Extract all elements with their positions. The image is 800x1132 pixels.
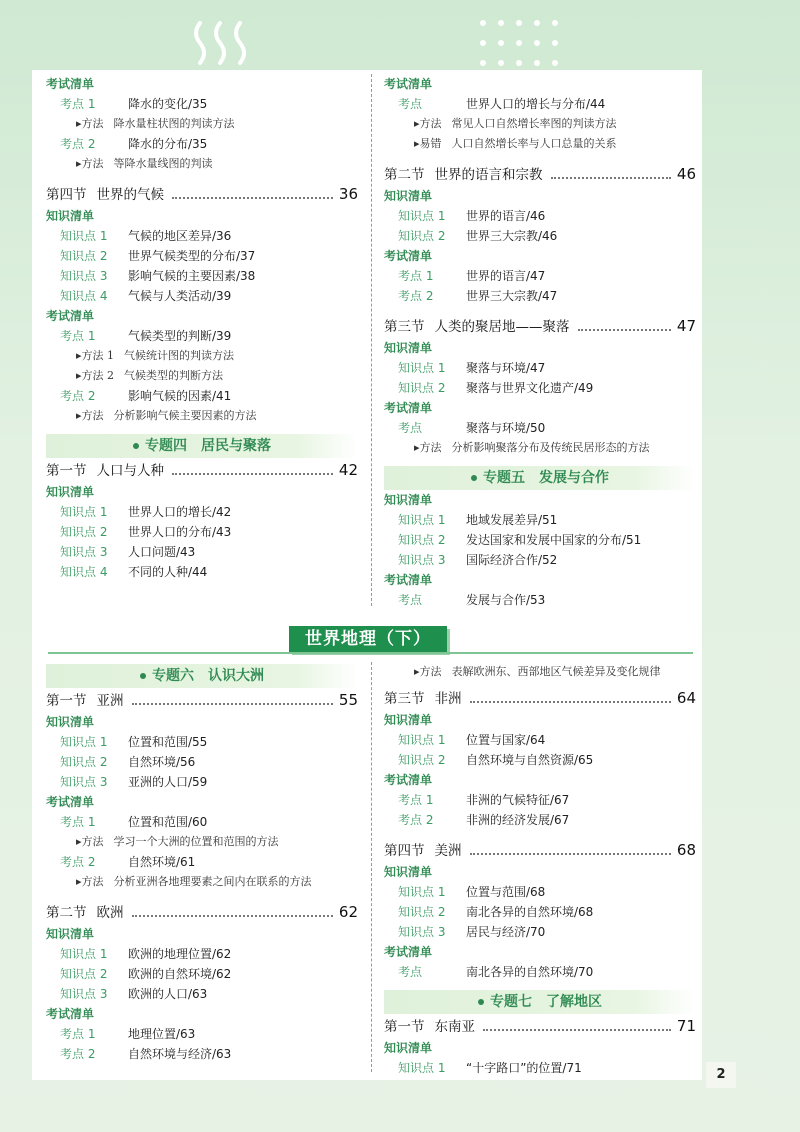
section-entry[interactable] — [46, 458, 358, 482]
section-number: 第一节 — [46, 463, 87, 479]
item-text: 世界人口的增长/42 — [128, 505, 232, 519]
category-label: 考试清单 — [46, 77, 95, 91]
item-key: 考点 2 — [60, 1047, 96, 1061]
spacer — [384, 982, 696, 990]
section-number: 第四节 — [384, 843, 425, 859]
section-entry[interactable] — [384, 314, 696, 338]
toc-item[interactable] — [384, 378, 696, 398]
section-entry[interactable] — [384, 162, 696, 186]
section-number: 第一节 — [46, 693, 87, 709]
section-entry[interactable] — [384, 686, 696, 710]
category-label: 知识清单 — [384, 189, 433, 203]
spacer — [384, 830, 696, 838]
section-title: 东南亚 — [434, 1019, 475, 1035]
topic-title: 专题六 认识大洲 — [152, 668, 264, 684]
method-marker: ▸方法 — [76, 157, 104, 170]
section-page-number: 64 — [676, 689, 696, 707]
part-title-rule — [48, 652, 693, 654]
section-title: 世界的气候 — [96, 187, 164, 203]
category-label: 知识清单 — [384, 1041, 433, 1055]
method-note — [384, 114, 696, 134]
item-key: 知识点 1 — [398, 885, 446, 899]
topic-band — [384, 466, 696, 490]
section-title: 欧洲 — [96, 905, 124, 921]
toc-item[interactable] — [46, 812, 358, 832]
item-text: 非洲的气候特征/67 — [466, 793, 570, 807]
method-text: 学习一个大洲的位置和范围的方法 — [113, 835, 279, 848]
toc-item[interactable] — [46, 964, 358, 984]
dot-grid-decoration-icon — [478, 18, 558, 68]
item-text: 世界三大宗教/46 — [466, 229, 558, 243]
leader-dots — [551, 177, 671, 179]
toc-item[interactable] — [46, 852, 358, 872]
method-note — [46, 154, 358, 174]
item-text: 降水的分布/35 — [128, 137, 208, 151]
method-marker: ▸方法 — [414, 665, 442, 678]
method-text: 分析影响气候主要因素的方法 — [113, 409, 257, 422]
item-text: 影响气候的主要因素/38 — [128, 269, 256, 283]
toc-item[interactable] — [46, 772, 358, 792]
item-key: 考点 1 — [398, 793, 434, 807]
section-page-number: 42 — [338, 461, 358, 479]
leader-dots — [578, 329, 671, 331]
method-marker: ▸易错 — [414, 137, 442, 150]
method-marker: ▸方法 2 — [76, 369, 115, 382]
toc-item[interactable] — [384, 590, 696, 610]
item-text: 国际经济合作/52 — [466, 553, 558, 567]
method-text: 分析影响聚落分布及传统民居形态的方法 — [451, 441, 650, 454]
section-page-number: 36 — [338, 185, 358, 203]
toc-item[interactable] — [384, 810, 696, 830]
category-label: 考试清单 — [384, 249, 433, 263]
method-note — [384, 438, 696, 458]
method-note — [46, 346, 358, 366]
item-key: 考点 — [398, 593, 423, 607]
item-text: 居民与经济/70 — [466, 925, 546, 939]
method-text: 常见人口自然增长率图的判读方法 — [451, 117, 617, 130]
wave-decoration-icon — [190, 18, 260, 68]
item-key: 知识点 3 — [398, 925, 446, 939]
item-text: 世界三大宗教/47 — [466, 289, 558, 303]
topic-title: 专题四 居民与聚落 — [145, 438, 271, 454]
column-divider-lower — [371, 662, 372, 1072]
category-label: 知识清单 — [384, 865, 433, 879]
section-page-number: 47 — [676, 317, 696, 335]
leader-dots — [132, 703, 333, 705]
item-text: 位置和范围/55 — [128, 735, 208, 749]
item-text: 发达国家和发展中国家的分布/51 — [466, 533, 642, 547]
method-marker: ▸方法 — [76, 409, 104, 422]
method-text: 人口自然增长率与人口总量的关系 — [451, 137, 617, 150]
category-label: 考试清单 — [384, 77, 433, 91]
category-label: 知识清单 — [46, 927, 95, 941]
item-key: 考点 2 — [60, 389, 96, 403]
spacer — [384, 154, 696, 162]
toc-item[interactable] — [384, 94, 696, 114]
toc-item[interactable] — [384, 750, 696, 770]
method-text: 气候统计图的判读方法 — [124, 349, 235, 362]
item-text: 气候与人类活动/39 — [128, 289, 232, 303]
item-text: 发展与合作/53 — [466, 593, 546, 607]
category-label: 考试清单 — [46, 1007, 95, 1021]
toc-item[interactable] — [46, 94, 358, 114]
toc-item[interactable] — [46, 134, 358, 154]
method-note — [384, 134, 696, 154]
section-page-number: 55 — [338, 691, 358, 709]
item-key: 知识点 2 — [60, 249, 108, 263]
item-key: 知识点 1 — [60, 505, 108, 519]
bullet-icon — [133, 443, 139, 449]
toc-item[interactable] — [384, 962, 696, 982]
spacer — [46, 426, 358, 434]
toc-item[interactable] — [46, 1024, 358, 1044]
section-entry[interactable] — [46, 900, 358, 924]
method-marker: ▸方法 — [414, 441, 442, 454]
topic-band — [384, 990, 696, 1014]
category-label: 考试清单 — [384, 945, 433, 959]
item-text: 自然环境/61 — [128, 855, 196, 869]
item-text: 非洲的经济发展/67 — [466, 813, 570, 827]
column-divider-upper — [371, 74, 372, 606]
method-text: 表解欧洲东、西部地区气候差异及变化规律 — [451, 665, 661, 678]
item-text: 亚洲的人口/59 — [128, 775, 208, 789]
item-text: 世界的语言/47 — [466, 269, 546, 283]
item-text: 位置与范围/68 — [466, 885, 546, 899]
item-key: 知识点 4 — [60, 289, 108, 303]
item-key: 知识点 1 — [398, 733, 446, 747]
section-title: 亚洲 — [96, 693, 124, 709]
toc-item[interactable] — [46, 326, 358, 346]
item-text: 影响气候的因素/41 — [128, 389, 232, 403]
item-text: 位置与国家/64 — [466, 733, 546, 747]
item-key: 考点 1 — [60, 329, 96, 343]
section-page-number: 62 — [338, 903, 358, 921]
method-text: 气候类型的判断方法 — [124, 369, 224, 382]
part-title: 世界地理（下） — [289, 626, 447, 652]
toc-item[interactable] — [384, 882, 696, 902]
item-text: 聚落与世界文化遗产/49 — [466, 381, 594, 395]
item-text: 世界的语言/46 — [466, 209, 546, 223]
section-number: 第三节 — [384, 691, 425, 707]
item-key: 知识点 1 — [60, 229, 108, 243]
category-label: 知识清单 — [46, 715, 95, 729]
category-label: 考试清单 — [384, 573, 433, 587]
leader-dots — [470, 701, 671, 703]
item-text: 欧洲的地理位置/62 — [128, 947, 232, 961]
method-marker: ▸方法 — [76, 117, 104, 130]
toc-item[interactable] — [46, 502, 358, 522]
page-number: 2 — [706, 1062, 736, 1088]
item-key: 知识点 1 — [398, 513, 446, 527]
section-number: 第二节 — [384, 167, 425, 183]
item-key: 考点 — [398, 97, 423, 111]
item-key: 知识点 1 — [398, 361, 446, 375]
method-marker: ▸方法 — [414, 117, 442, 130]
method-note — [46, 406, 358, 426]
category-label: 知识清单 — [46, 485, 95, 499]
toc-item[interactable] — [46, 266, 358, 286]
spacer — [384, 306, 696, 314]
bullet-icon — [471, 475, 477, 481]
item-text: 南北各异的自然环境/68 — [466, 905, 594, 919]
toc-item[interactable] — [384, 286, 696, 306]
item-key: 考点 — [398, 965, 423, 979]
method-marker: ▸方法 — [76, 835, 104, 848]
toc-column-upper-left — [46, 74, 358, 582]
section-title: 非洲 — [434, 691, 462, 707]
item-text: 自然环境与经济/63 — [128, 1047, 232, 1061]
item-key: 知识点 3 — [60, 545, 108, 559]
toc-item[interactable] — [46, 1044, 358, 1064]
toc-item[interactable] — [46, 226, 358, 246]
item-key: 知识点 1 — [60, 735, 108, 749]
section-page-number: 46 — [676, 165, 696, 183]
toc-item[interactable] — [384, 530, 696, 550]
toc-item[interactable] — [46, 562, 358, 582]
item-key: 考点 2 — [60, 137, 96, 151]
section-title: 世界的语言和宗教 — [434, 167, 543, 183]
item-text: 南北各异的自然环境/70 — [466, 965, 594, 979]
section-number: 第四节 — [46, 187, 87, 203]
toc-item[interactable] — [46, 246, 358, 266]
toc-item[interactable] — [384, 418, 696, 438]
item-text: 自然环境与自然资源/65 — [466, 753, 594, 767]
item-text: “十字路口”的位置/71 — [466, 1061, 582, 1075]
item-text: 聚落与环境/50 — [466, 421, 546, 435]
method-text: 等降水量线图的判读 — [113, 157, 213, 170]
section-number: 第三节 — [384, 319, 425, 335]
leader-dots — [172, 197, 333, 199]
method-note — [46, 832, 358, 852]
item-text: 聚落与环境/47 — [466, 361, 546, 375]
method-marker: ▸方法 1 — [76, 349, 115, 362]
item-key: 知识点 2 — [398, 533, 446, 547]
section-entry[interactable] — [384, 838, 696, 862]
item-key: 考点 1 — [60, 815, 96, 829]
item-text: 地域发展差异/51 — [466, 513, 558, 527]
topic-title: 专题五 发展与合作 — [483, 470, 609, 486]
item-key: 知识点 3 — [398, 553, 446, 567]
item-text: 世界人口的分布/43 — [128, 525, 232, 539]
section-entry[interactable] — [46, 688, 358, 712]
section-page-number: 68 — [676, 841, 696, 859]
section-number: 第一节 — [384, 1019, 425, 1035]
bullet-icon — [140, 673, 146, 679]
section-title: 人类的聚居地——聚落 — [434, 319, 570, 335]
spacer — [46, 892, 358, 900]
toc-item[interactable] — [384, 206, 696, 226]
section-title: 人口与人种 — [96, 463, 164, 479]
item-text: 欧洲的人口/63 — [128, 987, 208, 1001]
leader-dots — [172, 473, 333, 475]
item-text: 欧洲的自然环境/62 — [128, 967, 232, 981]
item-key: 考点 1 — [398, 269, 434, 283]
toc-item[interactable] — [46, 522, 358, 542]
item-key: 知识点 2 — [60, 525, 108, 539]
item-key: 知识点 1 — [60, 947, 108, 961]
toc-item[interactable] — [384, 226, 696, 246]
item-key: 知识点 4 — [60, 565, 108, 579]
section-entry[interactable] — [384, 1014, 696, 1038]
item-key: 知识点 3 — [60, 987, 108, 1001]
item-key: 考点 2 — [398, 813, 434, 827]
item-text: 地理位置/63 — [128, 1027, 196, 1041]
toc-item[interactable] — [384, 510, 696, 530]
toc-item[interactable] — [46, 286, 358, 306]
toc-column-upper-right — [384, 74, 696, 610]
item-key: 知识点 1 — [398, 209, 446, 223]
bullet-icon — [478, 999, 484, 1005]
item-text: 自然环境/56 — [128, 755, 196, 769]
leader-dots — [470, 853, 671, 855]
method-text: 分析亚洲各地理要素之间内在联系的方法 — [113, 875, 312, 888]
category-label: 知识清单 — [384, 493, 433, 507]
topic-band — [46, 664, 358, 688]
category-label: 考试清单 — [384, 401, 433, 415]
item-key: 知识点 2 — [398, 229, 446, 243]
item-key: 知识点 2 — [60, 967, 108, 981]
spacer — [46, 174, 358, 182]
method-note — [384, 662, 696, 682]
section-number: 第二节 — [46, 905, 87, 921]
toc-item[interactable] — [46, 386, 358, 406]
item-key: 考点 — [398, 421, 423, 435]
item-key: 知识点 2 — [398, 381, 446, 395]
category-label: 考试清单 — [46, 795, 95, 809]
toc-item[interactable] — [46, 752, 358, 772]
topic-band — [46, 434, 358, 458]
category-label: 考试清单 — [46, 309, 95, 323]
item-key: 知识点 2 — [60, 755, 108, 769]
toc-item[interactable] — [46, 542, 358, 562]
section-entry[interactable] — [46, 182, 358, 206]
toc-item[interactable] — [384, 1058, 696, 1078]
item-text: 世界人口的增长与分布/44 — [466, 97, 606, 111]
item-text: 世界气候类型的分布/37 — [128, 249, 256, 263]
item-text: 气候的地区差异/36 — [128, 229, 232, 243]
item-key: 知识点 2 — [398, 753, 446, 767]
toc-column-lower-right — [384, 662, 696, 1078]
category-label: 知识清单 — [384, 341, 433, 355]
toc-item[interactable] — [384, 902, 696, 922]
method-marker: ▸方法 — [76, 875, 104, 888]
category-label: 知识清单 — [46, 209, 95, 223]
leader-dots — [483, 1029, 671, 1031]
leader-dots — [132, 915, 333, 917]
item-text: 降水的变化/35 — [128, 97, 208, 111]
section-page-number: 71 — [676, 1017, 696, 1035]
method-note — [46, 366, 358, 386]
item-text: 人口问题/43 — [128, 545, 196, 559]
toc-item[interactable] — [384, 790, 696, 810]
toc-item[interactable] — [384, 730, 696, 750]
topic-title: 专题七 了解地区 — [490, 994, 602, 1010]
section-title: 美洲 — [434, 843, 462, 859]
item-key: 考点 1 — [60, 1027, 96, 1041]
toc-item[interactable] — [384, 266, 696, 286]
item-text: 气候类型的判断/39 — [128, 329, 232, 343]
item-key: 考点 1 — [60, 97, 96, 111]
item-key: 考点 2 — [60, 855, 96, 869]
toc-item[interactable] — [384, 922, 696, 942]
item-text: 位置和范围/60 — [128, 815, 208, 829]
toc-column-lower-left — [46, 664, 358, 1064]
toc-item[interactable] — [46, 984, 358, 1004]
method-note — [46, 872, 358, 892]
item-key: 知识点 3 — [60, 269, 108, 283]
toc-item[interactable] — [384, 550, 696, 570]
item-key: 知识点 2 — [398, 905, 446, 919]
spacer — [384, 458, 696, 466]
category-label: 考试清单 — [384, 773, 433, 787]
toc-item[interactable] — [46, 732, 358, 752]
item-key: 考点 2 — [398, 289, 434, 303]
method-text: 降水量柱状图的判读方法 — [113, 117, 235, 130]
item-text: 不同的人种/44 — [128, 565, 208, 579]
method-note — [46, 114, 358, 134]
category-label: 知识清单 — [384, 713, 433, 727]
item-key: 知识点 3 — [60, 775, 108, 789]
toc-item[interactable] — [384, 358, 696, 378]
toc-item[interactable] — [46, 944, 358, 964]
item-key: 知识点 1 — [398, 1061, 446, 1075]
